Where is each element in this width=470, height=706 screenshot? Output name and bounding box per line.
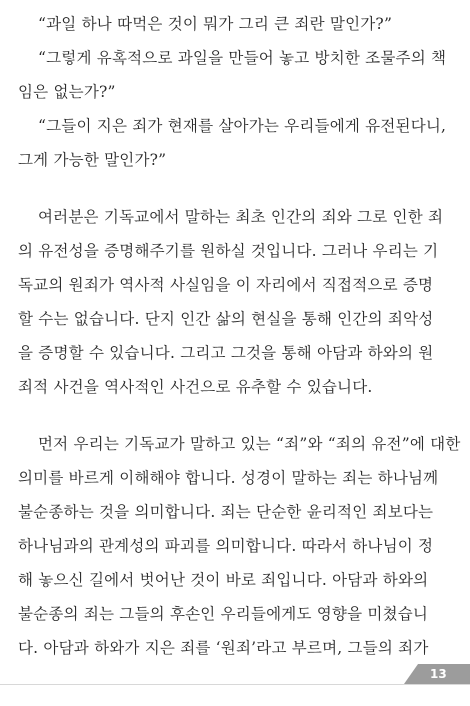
text-line: 여러분은 기독교에서 말하는 최초 인간의 죄와 그로 인한 죄 [38,208,444,226]
text-line: 그게 가능한 말인가?” [18,151,167,169]
text-line: “그들이 지은 죄가 현재를 살아가는 우리들에게 유전된다니, [38,117,447,135]
text-line: 다. 아담과 하와가 지은 죄를 ‘원죄’라고 부르며, 그들의 죄가 [18,639,429,657]
footer-divider [0,684,470,685]
text-line: “그렇게 유혹적으로 과일을 만들어 놓고 방치한 조물주의 책 [38,49,447,67]
text-line: 불순종의 죄는 그들의 후손인 우리들에게도 영향을 미쳤습니 [18,605,429,623]
text-line: 의 유전성을 증명해주기를 원하실 것입니다. 그러나 우리는 기 [18,242,439,260]
page-number: 13 [430,667,447,681]
text-line: 하나님과의 관계성의 파괴를 의미합니다. 따라서 하나님이 정 [18,537,434,555]
text-line: 먼저 우리는 기독교가 말하고 있는 “죄”와 “죄의 유전”에 대한 [38,435,461,453]
text-line: 의미를 바르게 이해해야 합니다. 성경이 말하는 죄는 하나님께 [18,469,439,487]
text-line: 해 놓으신 길에서 벗어난 것이 바로 죄입니다. 아담과 하와의 [18,571,429,589]
page-number-tab-edge [404,664,418,684]
text-line: 불순종하는 것을 의미합니다. 죄는 단순한 윤리적인 죄보다는 [18,503,434,521]
text-line: 독교의 원죄가 역사적 사실임을 이 자리에서 직접적으로 증명 [18,276,434,294]
text-line: 임은 없는가?” [18,83,116,101]
text-line: “과일 하나 따먹은 것이 뭐가 그리 큰 죄란 말인가?” [38,15,393,33]
text-line: 을 증명할 수 있습니다. 그리고 그것을 통해 아담과 하와의 원 [18,344,434,362]
text-line: 할 수는 없습니다. 단지 인간 삶의 현실을 통해 인간의 죄악성 [18,310,434,328]
text-line: 죄적 사건을 역사적인 사건으로 유추할 수 있습니다. [18,378,373,396]
